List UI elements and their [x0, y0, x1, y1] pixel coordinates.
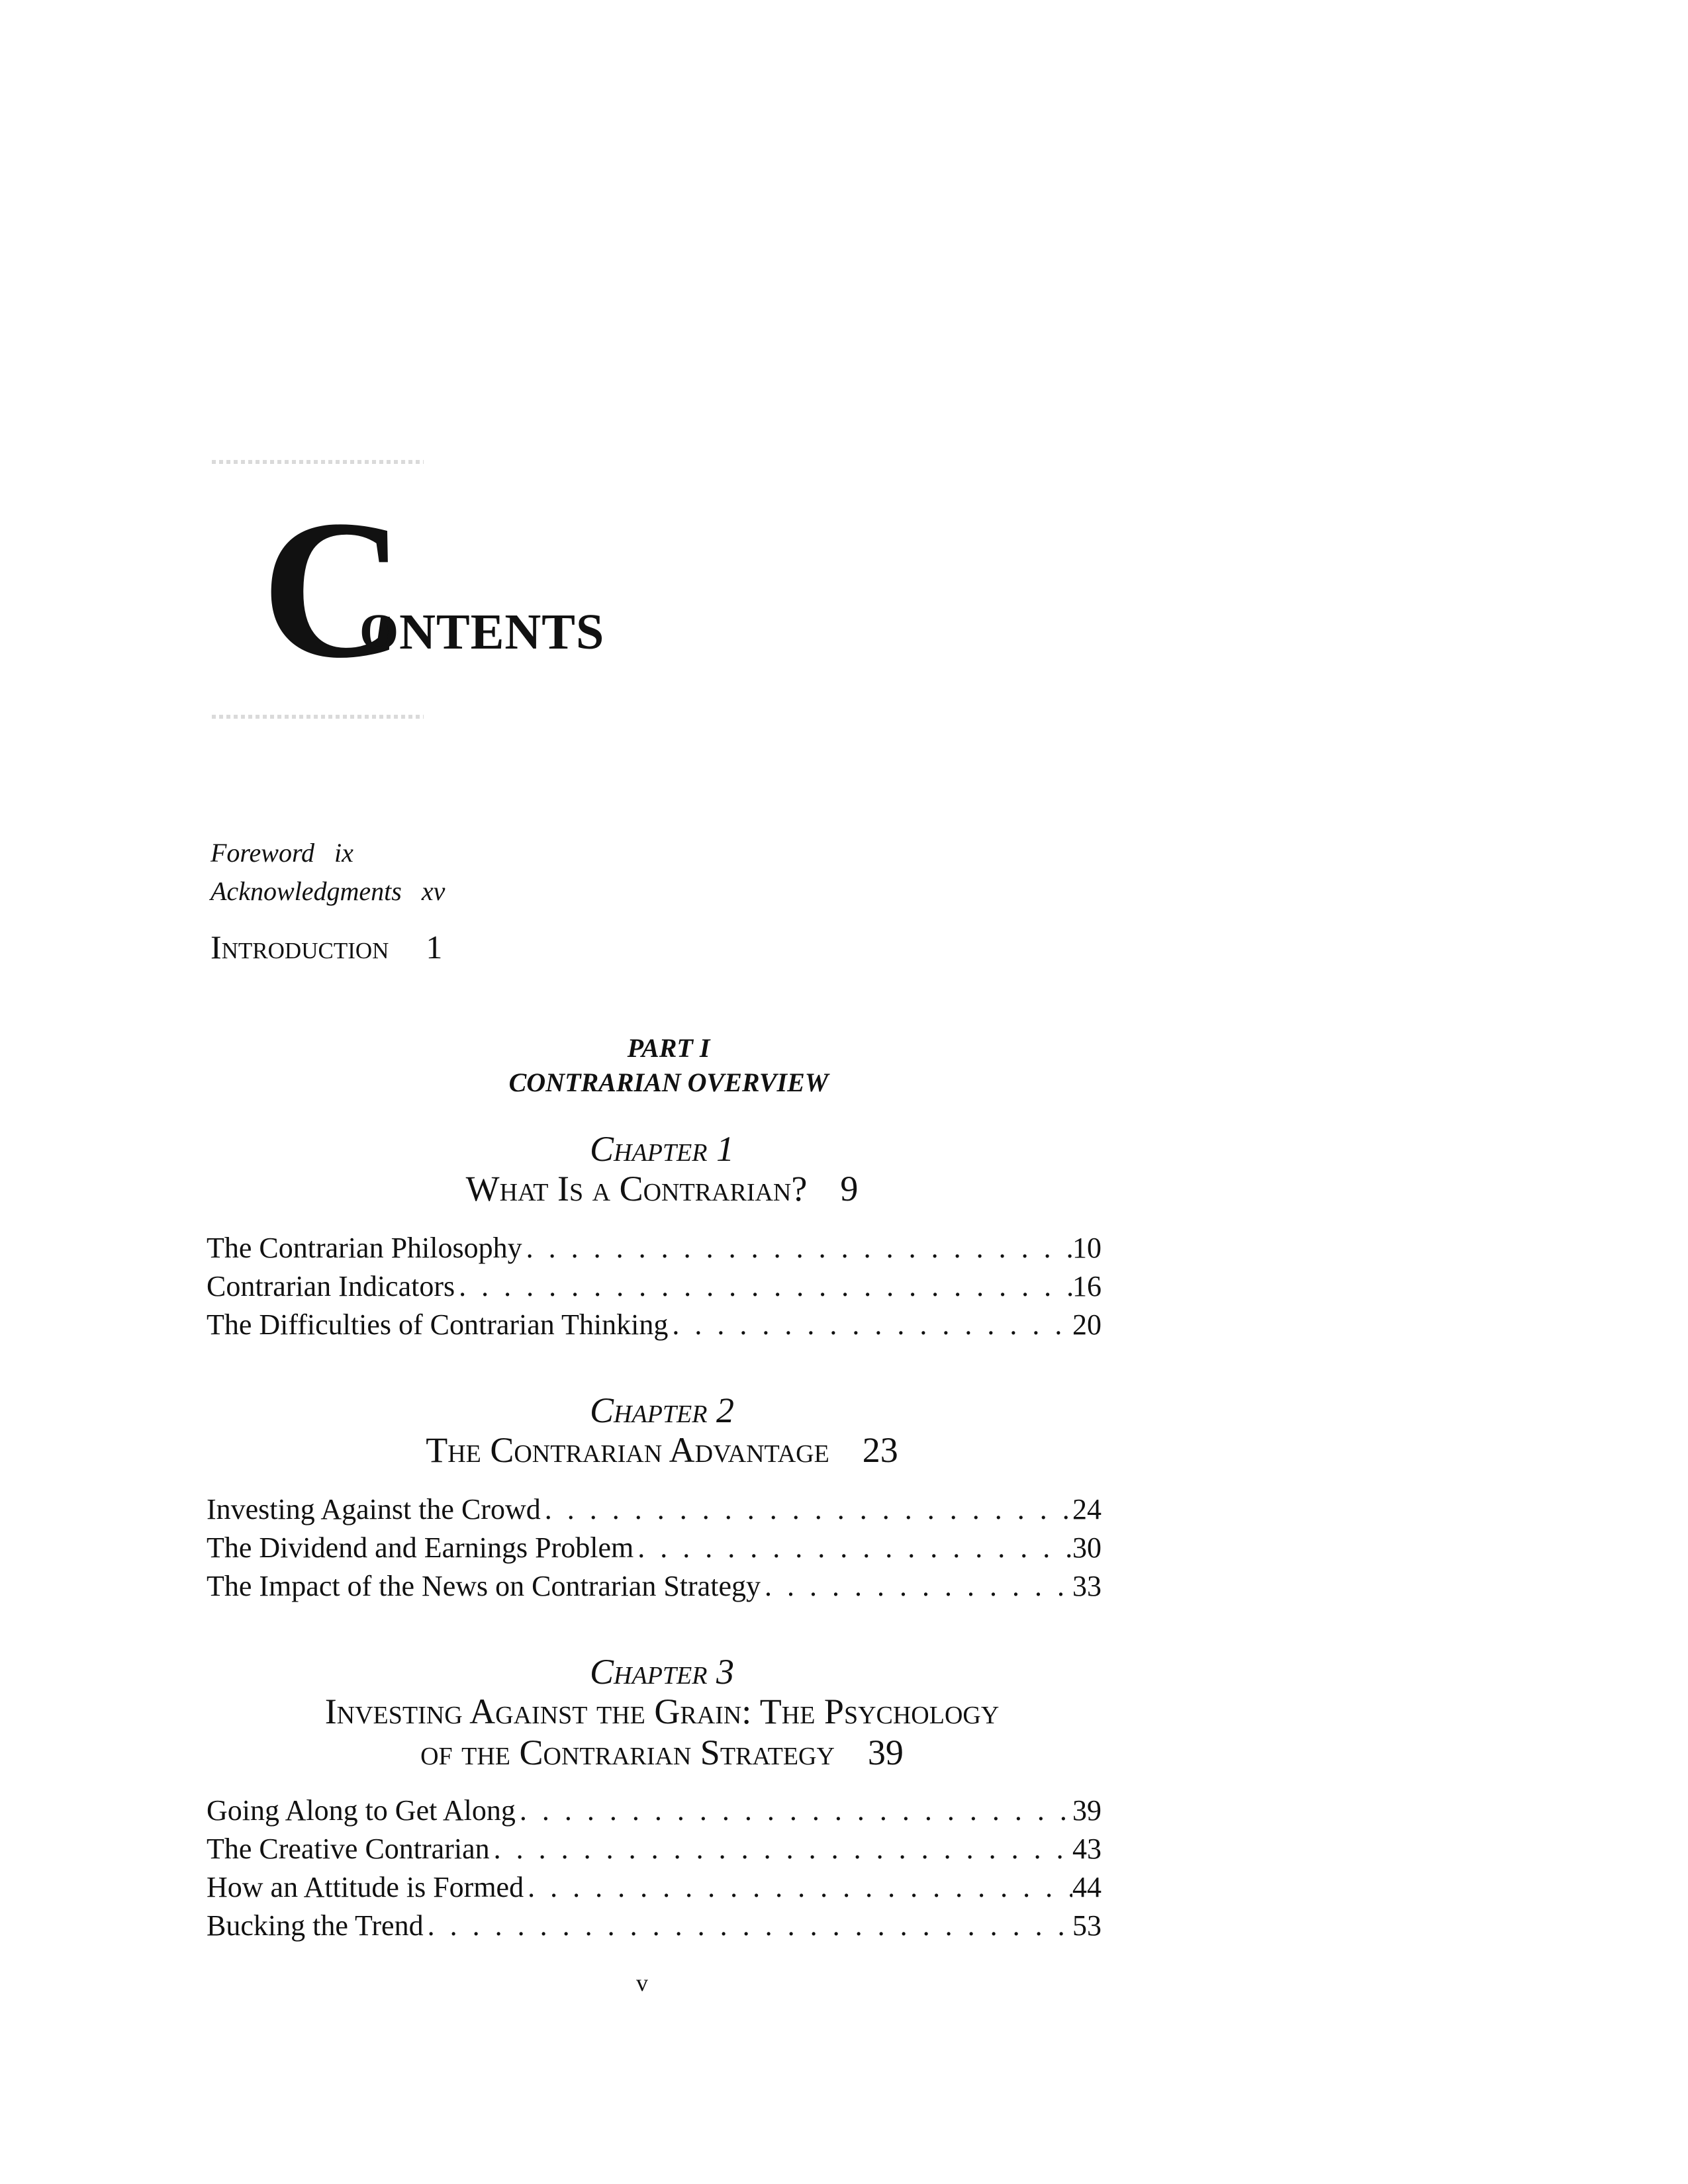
- chapter-3-title-line-1[interactable]: [0, 1691, 1324, 1732]
- chapter-3-title-text-2: of the Contrarian Strategy: [420, 1733, 835, 1772]
- dot-leader: [524, 1870, 1072, 1904]
- toc-entry[interactable]: [207, 1492, 1102, 1531]
- chapter-1-title[interactable]: [0, 1168, 1324, 1209]
- entry-page: 10: [1072, 1232, 1102, 1264]
- toc-entry[interactable]: [207, 1794, 1102, 1832]
- foreword-label: Foreword: [211, 838, 315, 868]
- toc-entry[interactable]: [207, 1832, 1102, 1870]
- entry-page: 16: [1072, 1270, 1102, 1302]
- entry-title: The Impact of the News on Contrarian Strategy: [207, 1570, 761, 1602]
- entry-title: Contrarian Indicators: [207, 1270, 455, 1302]
- toc-entry[interactable]: [207, 1531, 1102, 1569]
- part-title: CONTRARIAN OVERVIEW: [508, 1068, 829, 1097]
- scan-artifact-top: [212, 460, 424, 464]
- page-number: v: [636, 1970, 648, 1996]
- part-label: PART I: [627, 1033, 710, 1063]
- heading-text: ONTENTS: [359, 604, 605, 660]
- toc-entry[interactable]: [207, 1269, 1102, 1308]
- entry-title: The Dividend and Earnings Problem: [207, 1531, 634, 1564]
- acknowledgments-page: xv: [421, 876, 445, 906]
- chapter-1-label: Chapter 1: [590, 1129, 734, 1169]
- entry-page: 20: [1072, 1308, 1102, 1341]
- entry-page: 33: [1072, 1570, 1102, 1602]
- dot-leader: [633, 1531, 1072, 1565]
- entry-title: The Contrarian Philosophy: [207, 1232, 522, 1264]
- toc-introduction[interactable]: [211, 928, 442, 966]
- dot-leader: [455, 1269, 1072, 1303]
- chapter-3-title-text-1: Investing Against the Grain: The Psychology: [324, 1692, 1000, 1731]
- entry-title: Going Along to Get Along: [207, 1794, 516, 1827]
- entry-page: 43: [1072, 1833, 1102, 1865]
- dot-leader: [541, 1492, 1072, 1526]
- introduction-label: Introduction: [211, 929, 389, 966]
- introduction-page: 1: [426, 929, 443, 966]
- entry-title: How an Attitude is Formed: [207, 1871, 524, 1903]
- dot-leader: [516, 1794, 1072, 1827]
- entry-page: 44: [1072, 1871, 1102, 1903]
- entry-page: 53: [1072, 1909, 1102, 1942]
- chapter-1-title-text: What Is a Contrarian?: [465, 1169, 808, 1208]
- chapter-2-page: 23: [862, 1430, 898, 1470]
- chapter-2-title[interactable]: [0, 1430, 1324, 1471]
- dot-leader: [522, 1231, 1072, 1265]
- chapter-2-title-text: The Contrarian Advantage: [426, 1430, 829, 1470]
- entry-title: The Difficulties of Contrarian Thinking: [207, 1308, 669, 1341]
- drop-cap-initial: C: [261, 479, 405, 699]
- foreword-page: ix: [334, 838, 353, 868]
- entry-page: 24: [1072, 1493, 1102, 1525]
- chapter-3-page: 39: [867, 1733, 904, 1772]
- dot-leader: [490, 1832, 1072, 1866]
- dot-leader: [424, 1909, 1072, 1942]
- toc-acknowledgments[interactable]: [211, 876, 445, 907]
- dot-leader: [761, 1569, 1072, 1603]
- scan-artifact-bottom: [212, 715, 424, 719]
- dot-leader: [668, 1308, 1072, 1342]
- toc-foreword[interactable]: [211, 837, 353, 868]
- toc-entry[interactable]: [207, 1308, 1102, 1346]
- toc-entry[interactable]: [207, 1870, 1102, 1909]
- chapter-3-label: Chapter 3: [590, 1652, 734, 1692]
- entry-title: The Creative Contrarian: [207, 1833, 490, 1865]
- toc-entry[interactable]: [207, 1569, 1102, 1608]
- toc-entry[interactable]: [207, 1231, 1102, 1269]
- acknowledgments-label: Acknowledgments: [211, 876, 402, 906]
- toc-entry[interactable]: [207, 1909, 1102, 1947]
- entry-page: 39: [1072, 1794, 1102, 1827]
- chapter-3-title-line-2[interactable]: [0, 1732, 1324, 1773]
- entry-title: Bucking the Trend: [207, 1909, 424, 1942]
- chapter-1-page: 9: [840, 1169, 859, 1208]
- chapter-2-label: Chapter 2: [590, 1390, 734, 1430]
- entry-title: Investing Against the Crowd: [207, 1493, 541, 1525]
- entry-page: 30: [1072, 1531, 1102, 1564]
